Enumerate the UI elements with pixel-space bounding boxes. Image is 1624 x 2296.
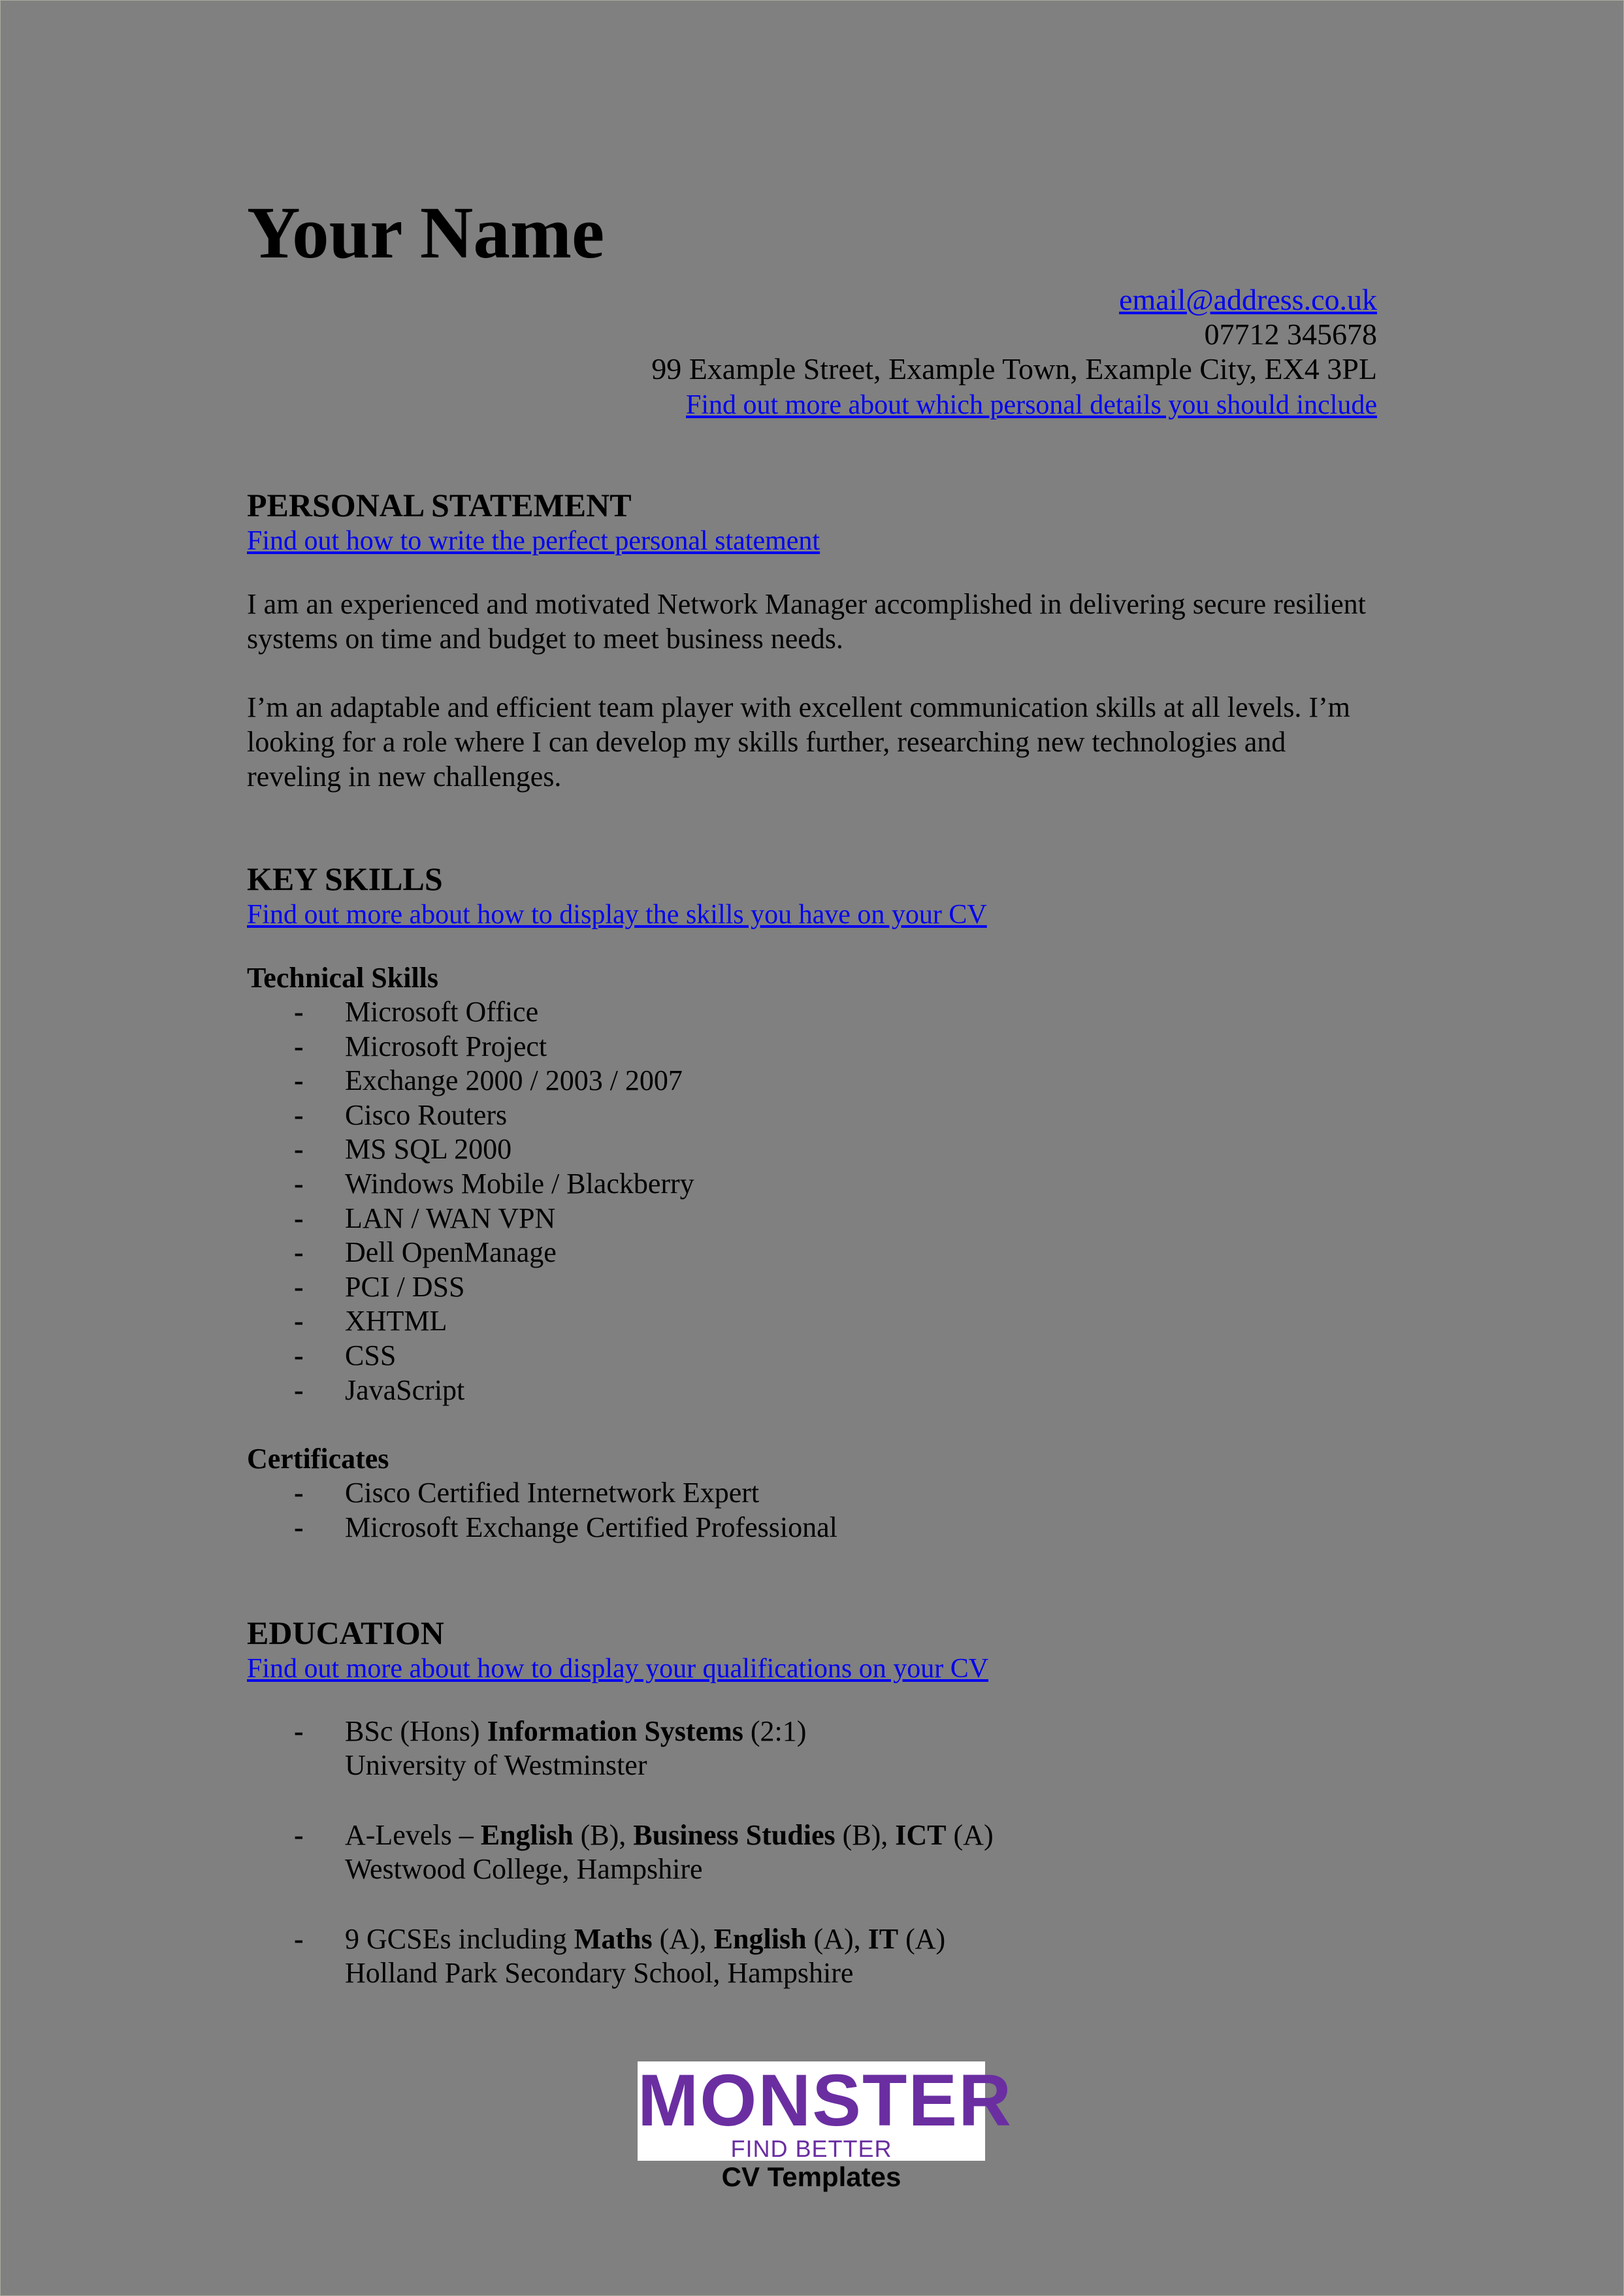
dash-bullet: - xyxy=(294,1202,304,1234)
qualification-text: BSc (Hons) xyxy=(345,1715,487,1748)
qualification-text: (A), xyxy=(652,1923,714,1956)
postal-address: 99 Example Street, Example Town, Example City, EX4 3PL xyxy=(651,352,1377,385)
dash-bullet: - xyxy=(294,1133,304,1166)
qualification-text: A-Levels – xyxy=(345,1819,481,1852)
dash-bullet: - xyxy=(294,1477,304,1509)
qualification-text: (B), xyxy=(573,1819,634,1852)
qualification xyxy=(345,1922,1377,1956)
logo-caption: CV Templates xyxy=(721,2161,901,2192)
key-skills-section xyxy=(247,859,1377,1545)
subject-name: Business Studies xyxy=(633,1819,836,1852)
technical-skills-heading: Technical Skills xyxy=(247,962,439,994)
dash-bullet: - xyxy=(294,1715,304,1748)
education-link[interactable]: Find out more about how to display your qualifications on your CV xyxy=(247,1654,989,1684)
list-item: - PCI / DSS xyxy=(247,1270,1377,1305)
personal-statement-heading: PERSONAL STATEMENT xyxy=(247,487,632,523)
education-section xyxy=(247,1613,1377,1990)
list-item: - Windows Mobile / Blackberry xyxy=(247,1167,1377,1202)
dash-bullet: - xyxy=(294,1511,304,1543)
dash-bullet: - xyxy=(294,1339,304,1371)
subject-name: English xyxy=(713,1923,807,1956)
subject-name: English xyxy=(480,1819,574,1852)
institution: Westwood College, Hampshire xyxy=(345,1853,703,1886)
subject-name: Maths xyxy=(574,1923,653,1956)
qualification-text: 9 GCSEs including xyxy=(345,1923,574,1956)
list-item: - MS SQL 2000 xyxy=(247,1132,1377,1167)
subject-name: IT xyxy=(868,1923,899,1956)
dash-bullet: - xyxy=(294,1819,304,1852)
list-item: - CSS xyxy=(247,1339,1377,1373)
statement-paragraph: I’m an adaptable and efficient team player with excellent communication skills at all levels. I’m looking for a role where I can develop my skills further, researching new technologies and reveling in new challenges. xyxy=(247,691,1350,793)
logo-wordmark: MONSTER xyxy=(638,2059,1013,2141)
subject-name: Information Systems xyxy=(487,1715,743,1748)
dash-bullet: - xyxy=(294,1236,304,1269)
institution: University of Westminster xyxy=(345,1749,647,1782)
phone-number: 07712 345678 xyxy=(1204,318,1377,351)
education-heading: EDUCATION xyxy=(247,1615,444,1652)
dash-bullet: - xyxy=(294,1167,304,1200)
qualification xyxy=(345,1714,1377,1748)
qualification-text: (A) xyxy=(946,1819,994,1852)
personal-statement-section xyxy=(247,485,1377,794)
logo-badge xyxy=(638,2059,1013,2162)
dash-bullet: - xyxy=(294,1373,304,1406)
email-link[interactable]: email@address.co.uk xyxy=(1119,283,1377,316)
key-skills-link[interactable]: Find out more about how to display the skills you have on your CV xyxy=(247,900,987,930)
personal-statement-link[interactable]: Find out how to write the perfect personal statement xyxy=(247,526,820,556)
subject-name: ICT xyxy=(895,1819,947,1852)
certificates-heading: Certificates xyxy=(247,1443,389,1475)
dash-bullet: - xyxy=(294,1064,304,1097)
dash-bullet: - xyxy=(294,996,304,1028)
list-item: - Microsoft Exchange Certified Professional xyxy=(247,1511,1377,1545)
key-skills-heading: KEY SKILLS xyxy=(247,861,443,897)
personal-details-link[interactable]: Find out more about which personal details you should include xyxy=(686,390,1377,420)
monster-logo xyxy=(638,2059,1013,2193)
list-item: - LAN / WAN VPN xyxy=(247,1202,1377,1236)
dash-bullet: - xyxy=(294,1305,304,1337)
list-item: - XHTML xyxy=(247,1304,1377,1339)
education-entry xyxy=(247,1922,1377,1990)
qualification-text: (2:1) xyxy=(743,1715,807,1748)
dash-bullet: - xyxy=(294,1030,304,1062)
education-entry xyxy=(247,1818,1377,1886)
list-item: - Cisco Certified Internetwork Expert xyxy=(247,1476,1377,1511)
list-item: - Cisco Routers xyxy=(247,1098,1377,1133)
cv-document xyxy=(247,192,1377,1990)
certificates-list xyxy=(247,1476,1377,1545)
candidate-name: Your Name xyxy=(247,192,605,274)
technical-skills-list xyxy=(247,995,1377,1407)
institution: Holland Park Secondary School, Hampshire xyxy=(345,1957,854,1990)
qualification-text: (B), xyxy=(835,1819,896,1852)
list-item: - Microsoft Project xyxy=(247,1030,1377,1064)
contact-block xyxy=(247,282,1377,423)
dash-bullet: - xyxy=(294,1923,304,1956)
list-item: - JavaScript xyxy=(247,1373,1377,1408)
logo-tagline: FIND BETTER xyxy=(730,2135,892,2162)
list-item: - Microsoft Office xyxy=(247,995,1377,1030)
qualification-text: (A) xyxy=(898,1923,946,1956)
dash-bullet: - xyxy=(294,1270,304,1303)
list-item: - Dell OpenManage xyxy=(247,1236,1377,1270)
qualification xyxy=(345,1818,1377,1852)
education-list xyxy=(247,1714,1377,1990)
dash-bullet: - xyxy=(294,1098,304,1131)
qualification-text: (A), xyxy=(806,1923,868,1956)
statement-paragraph: I am an experienced and motivated Network Manager accomplished in delivering secure resilient systems on time and budget to meet business needs. xyxy=(247,588,1366,655)
education-entry xyxy=(247,1714,1377,1782)
list-item: - Exchange 2000 / 2003 / 2007 xyxy=(247,1064,1377,1098)
